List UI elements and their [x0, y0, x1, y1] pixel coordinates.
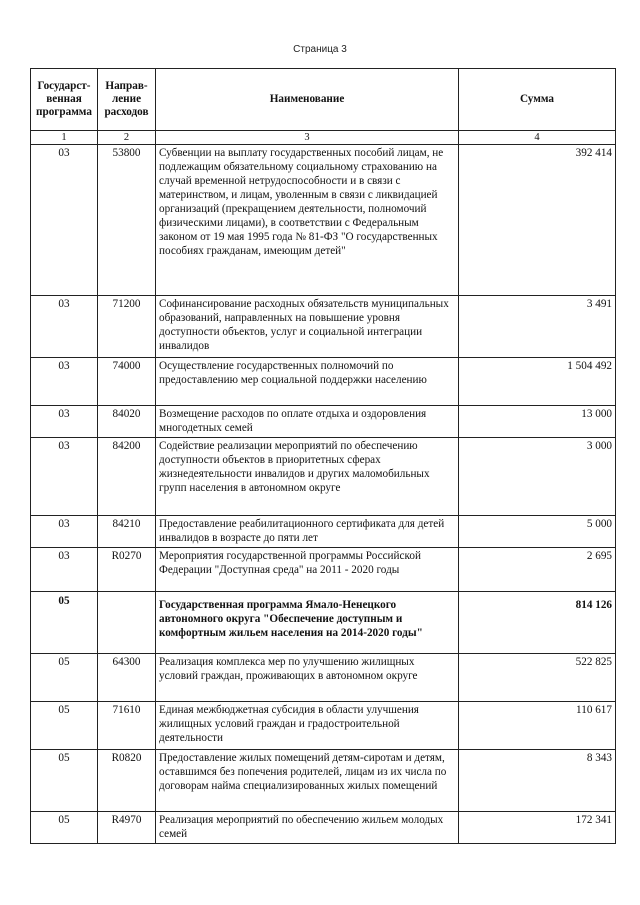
row-direction: 84210: [98, 516, 156, 548]
row-sum: 13 000: [459, 406, 616, 438]
row-direction: R4970: [98, 812, 156, 844]
table-row: [31, 548, 616, 592]
table-row: [31, 654, 616, 702]
row-direction: R0270: [98, 548, 156, 592]
table-row: [31, 145, 616, 296]
table-header-row: [31, 69, 616, 131]
row-name: Возмещение расходов по оплате отдыха и оздоровления многодетных семей: [156, 406, 459, 438]
row-program: 05: [31, 592, 98, 654]
row-program: 05: [31, 750, 98, 812]
row-direction: [98, 592, 156, 654]
page-number-label: Страница 3: [293, 44, 347, 55]
row-program: 05: [31, 702, 98, 750]
row-name: Государственная программа Ямало-Ненецкого автономного округа "Обеспечение доступным и комфортным жильем населения на 2014-2020 годы": [156, 592, 459, 654]
table-row: [31, 296, 616, 358]
header-direction: Направ-ление расходов: [98, 69, 156, 131]
row-program: 03: [31, 548, 98, 592]
row-program: 03: [31, 516, 98, 548]
row-sum: 814 126: [459, 592, 616, 654]
row-program: 03: [31, 145, 98, 296]
row-direction: 71610: [98, 702, 156, 750]
header-name: Наименование: [156, 69, 459, 131]
column-number-row: [31, 131, 616, 145]
row-direction: 71200: [98, 296, 156, 358]
row-name: Предоставление реабилитационного сертификата для детей инвалидов в возрасте до пяти лет: [156, 516, 459, 548]
table-row: [31, 750, 616, 812]
row-direction: 53800: [98, 145, 156, 296]
row-direction: R0820: [98, 750, 156, 812]
table-row: [31, 438, 616, 516]
row-sum: 3 000: [459, 438, 616, 516]
row-program: 03: [31, 358, 98, 406]
row-direction: 64300: [98, 654, 156, 702]
table-row: [31, 358, 616, 406]
row-sum: 522 825: [459, 654, 616, 702]
table-row: [31, 702, 616, 750]
row-name: Содействие реализации мероприятий по обеспечению доступности объектов в приоритетных сферах жизнедеятельности инвалидов и других маломобильных групп населения в автономном округе: [156, 438, 459, 516]
table-row: [31, 516, 616, 548]
row-name: Предоставление жилых помещений детям-сиротам и детям, оставшимся без попечения родителей, лицам из их числа по договорам найма специализированных жилых помещений: [156, 750, 459, 812]
row-program: 05: [31, 654, 98, 702]
row-direction: 74000: [98, 358, 156, 406]
row-sum: 8 343: [459, 750, 616, 812]
row-sum: 172 341: [459, 812, 616, 844]
table-row-program-total: [31, 592, 616, 654]
row-name: Мероприятия государственной программы Российской Федерации "Доступная среда" на 2011 - 2020 годы: [156, 548, 459, 592]
budget-table: [30, 68, 616, 844]
row-program: 03: [31, 406, 98, 438]
row-program: 03: [31, 438, 98, 516]
row-program: 05: [31, 812, 98, 844]
column-number: 2: [98, 131, 156, 145]
row-program: 03: [31, 296, 98, 358]
row-sum: 5 000: [459, 516, 616, 548]
row-sum: 3 491: [459, 296, 616, 358]
row-name: Субвенции на выплату государственных пособий лицам, не подлежащим обязательному социальному страхованию на случай временной нетрудоспособности и в связи с материнством, и лицам, уволенным в связи с ликвидацией организаций (прекращением деятельности, полномочий физическими лицами), в соответствии с Федеральным законом от 19 мая 1995 года № 81-ФЗ "О государственных пособиях гражданам, имеющим детей": [156, 145, 459, 296]
row-name: Реализация комплекса мер по улучшению жилищных условий граждан, проживающих в автономном округе: [156, 654, 459, 702]
row-sum: 110 617: [459, 702, 616, 750]
row-sum: 1 504 492: [459, 358, 616, 406]
row-sum: 392 414: [459, 145, 616, 296]
column-number: 4: [459, 131, 616, 145]
row-name: Софинансирование расходных обязательств муниципальных образований, направленных на повышение уровня доступности объектов, услуг и социальной интеграции инвалидов: [156, 296, 459, 358]
row-sum: 2 695: [459, 548, 616, 592]
row-direction: 84020: [98, 406, 156, 438]
column-number: 1: [31, 131, 98, 145]
table-row: [31, 406, 616, 438]
row-name: Реализация мероприятий по обеспечению жильем молодых семей: [156, 812, 459, 844]
column-number: 3: [156, 131, 459, 145]
row-direction: 84200: [98, 438, 156, 516]
header-program: Государст-венная программа: [31, 69, 98, 131]
table-row: [31, 812, 616, 844]
header-sum: Сумма: [459, 69, 616, 131]
row-name: Осуществление государственных полномочий по предоставлению мер социальной поддержки населению: [156, 358, 459, 406]
row-name: Единая межбюджетная субсидия в области улучшения жилищных условий граждан и градостроительной деятельности: [156, 702, 459, 750]
